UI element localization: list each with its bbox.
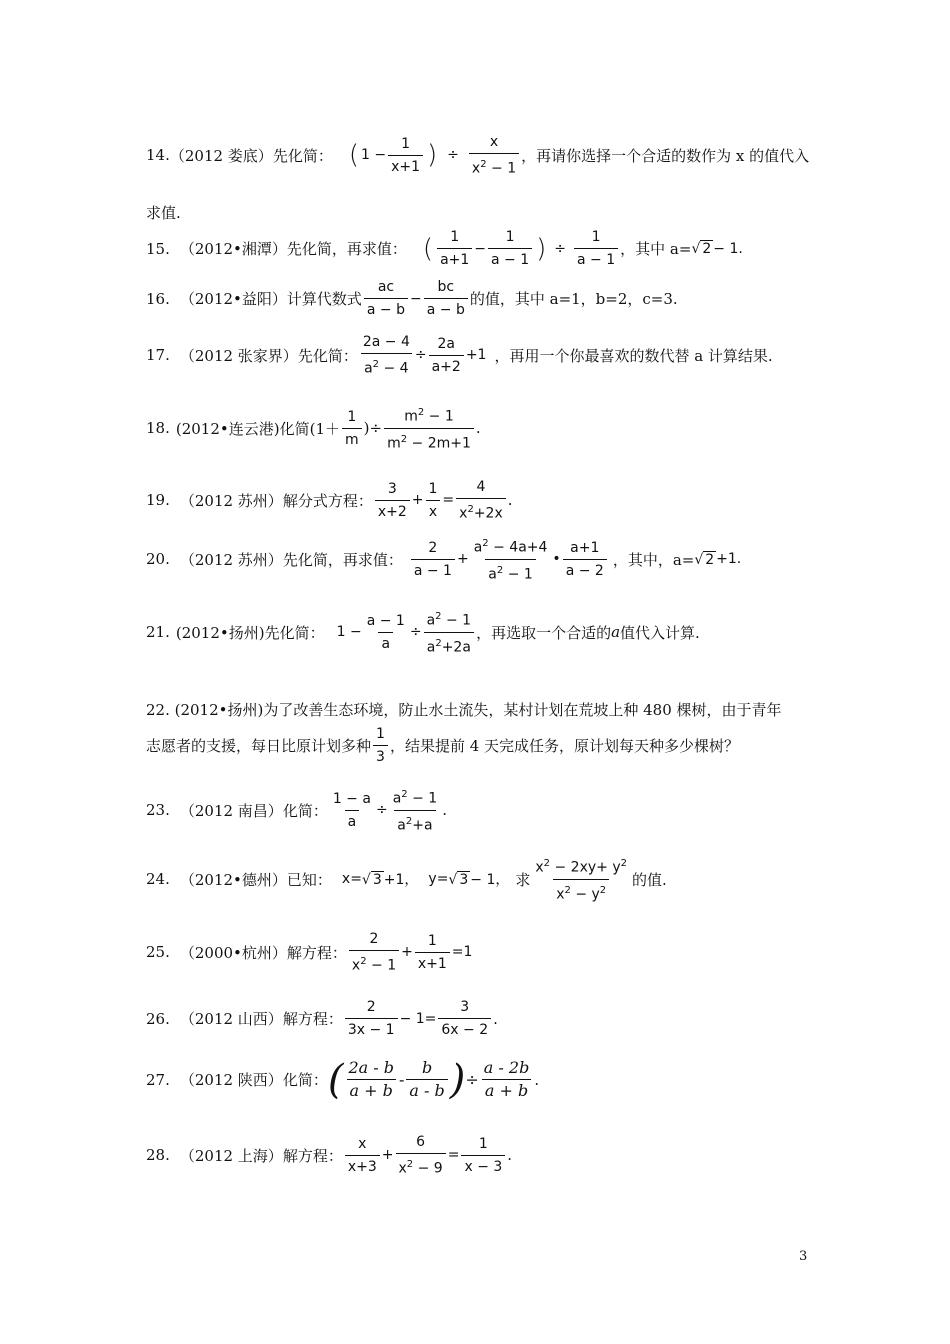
fraction: 1 x+1 xyxy=(388,135,423,176)
fraction: $a^2 - 1$ $a^2+a$ xyxy=(392,789,438,834)
fraction: 2 3x − 1 xyxy=(345,998,398,1039)
fraction: 2a − 4 $a^2 - 4$ xyxy=(362,334,410,377)
expression xyxy=(371,725,390,766)
problem-17: 17. （2012 张家界） 先化简： 2a − 4 $a^2 - 4$ ÷ 2a a+2 +1 ，再用一个你最喜欢的数代替 a 计算结果. xyxy=(146,334,773,377)
fraction: 1 a+1 xyxy=(437,228,472,269)
fraction: $\frac{a - 1}{a}$ xyxy=(366,612,405,652)
problem-19: 19. （2012 苏州） 解分式方程： 3 x+2 + 1 x = 4 $x^2+2x$ . xyxy=(146,479,513,522)
expression: 2 a − 1 + $a^2 - 4a+4$ $a^2 - 1$ • a+1 a − 2 xyxy=(409,535,609,583)
fraction: x x+3 xyxy=(345,1135,380,1176)
fraction: $\frac{x}{x^2 - 1}$ xyxy=(469,133,519,178)
expression: 3 x+2 + 1 x = 4 $x^2+2x$ xyxy=(373,478,508,523)
problem-21: 21. (2012•扬州) 先化简： 1 − $\frac{a - 1}{a}$ ÷ $a^2 - 1$ $a^2+2a$ ，再选取一个合适的 a 值代入计算. xyxy=(146,608,700,656)
problem-24: 24. （2012•德州） 已知： x= √ 3 +1， y= √ 3 − 1， 求 $x^2 - 2xy+ y^2$ $x^2 - y^2$ 的值. xyxy=(146,855,667,903)
expression: ( 1 a+1 − 1 a − 1 ) ÷ $\frac{1}{a - 1}$ xyxy=(421,228,620,269)
fraction: 2 a − 1 xyxy=(411,539,455,580)
expression: 1 − a a ÷ $a^2 - 1$ $a^2+a$ xyxy=(328,786,442,834)
fraction: 1 m xyxy=(342,408,362,449)
problem-14-cont: 求值. xyxy=(146,204,181,222)
fraction: $x^2 - 2xy+ y^2$ $x^2 - y^2$ xyxy=(535,858,627,903)
expression: +1. xyxy=(716,551,742,568)
expression xyxy=(382,404,476,452)
expression: x x+3 + 6 $x^2 - 9$ = 1 x − 3 xyxy=(343,1133,507,1178)
problem-18: 18. (2012•连云港) 化简(1＋ 1 m )÷ $m^2 - 1$ $m^2 - 2m+1$ . xyxy=(146,404,481,452)
problem-27: 27. （2012 陕西） 化简： ( 2a - b a + b - b a - b ) ÷ a - 2b a + b . xyxy=(146,1056,540,1103)
fraction: $\frac{1}{x+1}$ xyxy=(415,932,450,973)
fraction: a - 2b a + b xyxy=(483,1058,530,1100)
fraction: 1 − a a xyxy=(332,790,371,830)
problem-28: 28. （2012 上海） 解方程： x x+3 + 6 $x^2 - 9$ = 1 x − 3 . xyxy=(146,1134,513,1177)
expression: y= √ 3 − 1， xyxy=(428,871,510,889)
expression: 2 $x^2 - 1$ + $\frac{1}{x+1}$ =1 xyxy=(347,930,473,975)
fraction: 4 $x^2+2x$ xyxy=(456,478,506,523)
fraction: 6 $x^2 - 9$ xyxy=(396,1133,446,1178)
problem-16: 16. （2012•益阳） 计算代数式 ac a − b − bc a − b 的值，其中 a=1，b=2，c=3. xyxy=(146,279,678,318)
fraction: 2a - b a + b xyxy=(348,1058,394,1100)
fraction: $\frac{1}{a - 1}$ xyxy=(574,228,618,269)
fraction: 2 $x^2 - 1$ xyxy=(349,930,399,975)
fraction: 1 a − 1 xyxy=(488,228,532,269)
fraction: 1 x − 3 xyxy=(461,1135,505,1176)
problem-26: 26. （2012 山西） 解方程： 2 3x − 1 − 1= $\frac{3}{6x - 2}$ . xyxy=(146,999,498,1038)
problem-14: 14. （2012 娄底） 先化简： ( 1 − 1 x+1 ) ÷ $\frac{x}{x^2 - 1}$ ，再请你选择一个合适的数作为 x 的值代入 xyxy=(146,134,810,177)
expression xyxy=(530,855,632,903)
fraction: $\frac{3}{6x - 2}$ xyxy=(438,998,491,1039)
expression: ac a − b − bc a − b xyxy=(362,278,470,319)
expression: ( 1 − 1 x+1 ) ÷ $\frac{x}{x^2 - 1}$ xyxy=(347,133,521,178)
page-number: 3 xyxy=(799,1249,808,1264)
expression: 2 3x − 1 − 1= $\frac{3}{6x - 2}$ xyxy=(343,998,493,1039)
expression: x= √ 3 +1， xyxy=(341,871,419,889)
fraction: $a^2 - 1$ $a^2+2a$ xyxy=(424,608,475,656)
fraction: 2a a+2 xyxy=(429,335,464,376)
problem-23: 23. （2012 南昌） 化简： 1 − a a ÷ $a^2 - 1$ $a^2+a$ . xyxy=(146,786,447,834)
expression: ( 2a - b a + b - b a - b ) ÷ a - 2b a + b xyxy=(328,1059,534,1100)
problem-22-cont: 志愿者的支援，每日比原计划多种 1 3 ，结果提前 4 天完成任务，原计划每天种多少棵树？ xyxy=(146,726,740,765)
problem-20: 20. （2012 苏州） 先化简，再求值： 2 a − 1 + $a^2 - 4a+4$ $a^2 - 1$ • a+1 a − 2 ，其中，a= √ 2 +1. xyxy=(146,535,741,583)
expression xyxy=(340,408,364,449)
expression: 2a − 4 $a^2 - 4$ ÷ 2a a+2 +1 xyxy=(358,333,487,378)
fraction: 1 3 xyxy=(373,725,388,766)
expression: 1 − $\frac{a - 1}{a}$ ÷ $a^2 - 1$ $a^2+2a$ xyxy=(337,608,476,656)
problem-22: 22. (2012•扬州)为了改善生态环境，防止水土流失，某村计划在荒坡上种 480 棵树，由于青年 xyxy=(146,701,782,719)
problem-15: 15. （2012•湘潭） 先化简，再求值： ( 1 a+1 − 1 a − 1 ) ÷ $\frac{1}{a - 1}$ ，其中 a= √ 2 − 1. xyxy=(146,229,743,268)
fraction: $a^2 - 4a+4$ $a^2 - 1$ xyxy=(473,538,548,583)
fraction: b a - b xyxy=(406,1059,447,1100)
fraction: $m^2 - 1$ $m^2 - 2m+1$ xyxy=(384,404,474,452)
expression: − 1. xyxy=(713,240,743,257)
fraction: 3 x+2 xyxy=(375,480,410,521)
fraction: 1 x xyxy=(426,480,441,521)
expression: √ 2 xyxy=(691,241,712,257)
fraction: bc a − b xyxy=(424,278,468,319)
problem-25: 25. （2000•杭州） 解方程： 2 $x^2 - 1$ + $\frac{1}{x+1}$ =1 xyxy=(146,931,473,974)
fraction: a+1 a − 2 xyxy=(563,539,607,580)
fraction: ac a − b xyxy=(364,278,408,319)
expression: √ 2 xyxy=(694,551,715,568)
